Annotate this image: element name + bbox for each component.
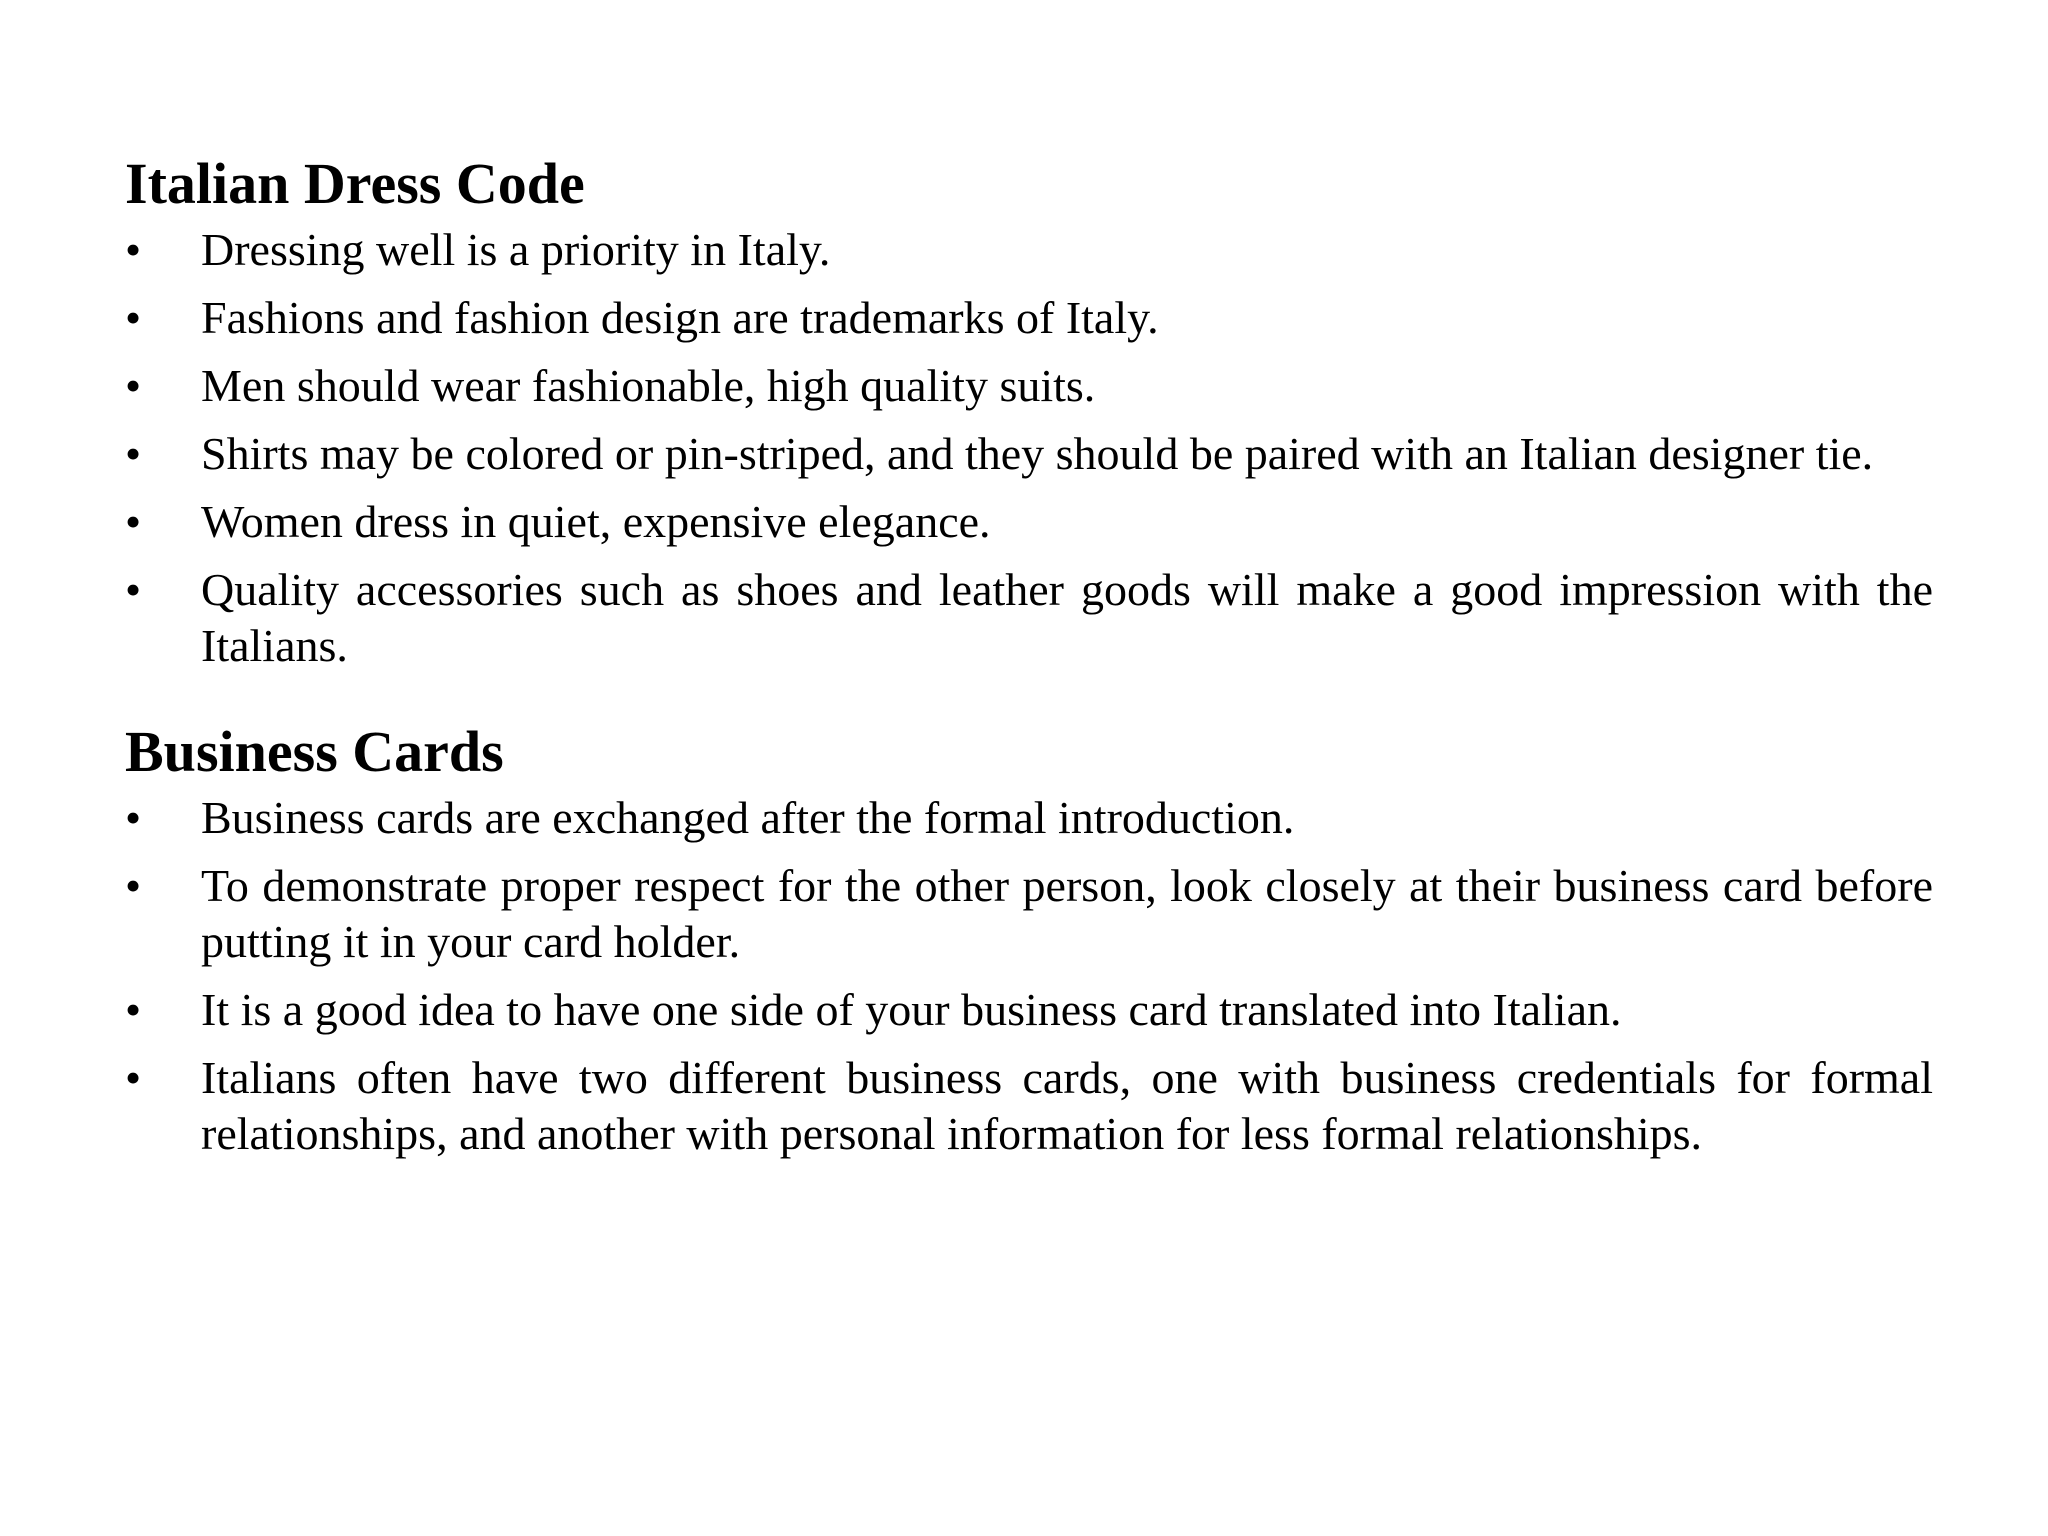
list-item-text: Women dress in quiet, expensive elegance. — [201, 496, 991, 547]
bullet-icon: • — [125, 360, 142, 411]
list-item — [125, 290, 1933, 346]
section-title: Business Cards — [125, 719, 504, 784]
bullet-icon: • — [125, 792, 142, 843]
bullet-icon: • — [125, 984, 142, 1035]
bullet-icon: • — [125, 860, 142, 911]
list-item-text: Quality accessories such as shoes and leather goods will make a good impression with the Italians. — [201, 564, 1933, 671]
bullet-list — [125, 222, 1933, 674]
list-item-text: It is a good idea to have one side of your business card translated into Italian. — [201, 984, 1622, 1035]
list-item — [125, 494, 1933, 550]
list-item-text: Business cards are exchanged after the formal introduction. — [201, 792, 1295, 843]
bullet-icon: • — [125, 496, 142, 547]
bullet-list — [125, 790, 1933, 1162]
list-item — [125, 426, 1933, 482]
slide-content — [125, 148, 1933, 1174]
list-item-text: Shirts may be colored or pin-striped, and they should be paired with an Italian designer tie. — [201, 428, 1874, 479]
list-item — [125, 858, 1933, 970]
list-item — [125, 222, 1933, 278]
list-item — [125, 358, 1933, 414]
list-item-text: Fashions and fashion design are trademarks of Italy. — [201, 292, 1159, 343]
bullet-icon: • — [125, 292, 142, 343]
section-dress-code — [125, 148, 1933, 674]
list-item — [125, 790, 1933, 846]
list-item-text: To demonstrate proper respect for the other person, look closely at their business card before putting it in your card holder. — [201, 860, 1933, 967]
list-item-text: Dressing well is a priority in Italy. — [201, 224, 831, 275]
section-title: Italian Dress Code — [125, 151, 585, 216]
list-item — [125, 1050, 1933, 1162]
list-item — [125, 982, 1933, 1038]
list-item-text: Men should wear fashionable, high quality suits. — [201, 360, 1096, 411]
bullet-icon: • — [125, 1052, 142, 1103]
list-item — [125, 562, 1933, 674]
section-business-cards — [125, 716, 1933, 1162]
bullet-icon: • — [125, 224, 142, 275]
bullet-icon: • — [125, 564, 142, 615]
list-item-text: Italians often have two different business cards, one with business credentials for formal relationships, and another with personal information for less formal relationships. — [201, 1052, 1933, 1159]
bullet-icon: • — [125, 428, 142, 479]
